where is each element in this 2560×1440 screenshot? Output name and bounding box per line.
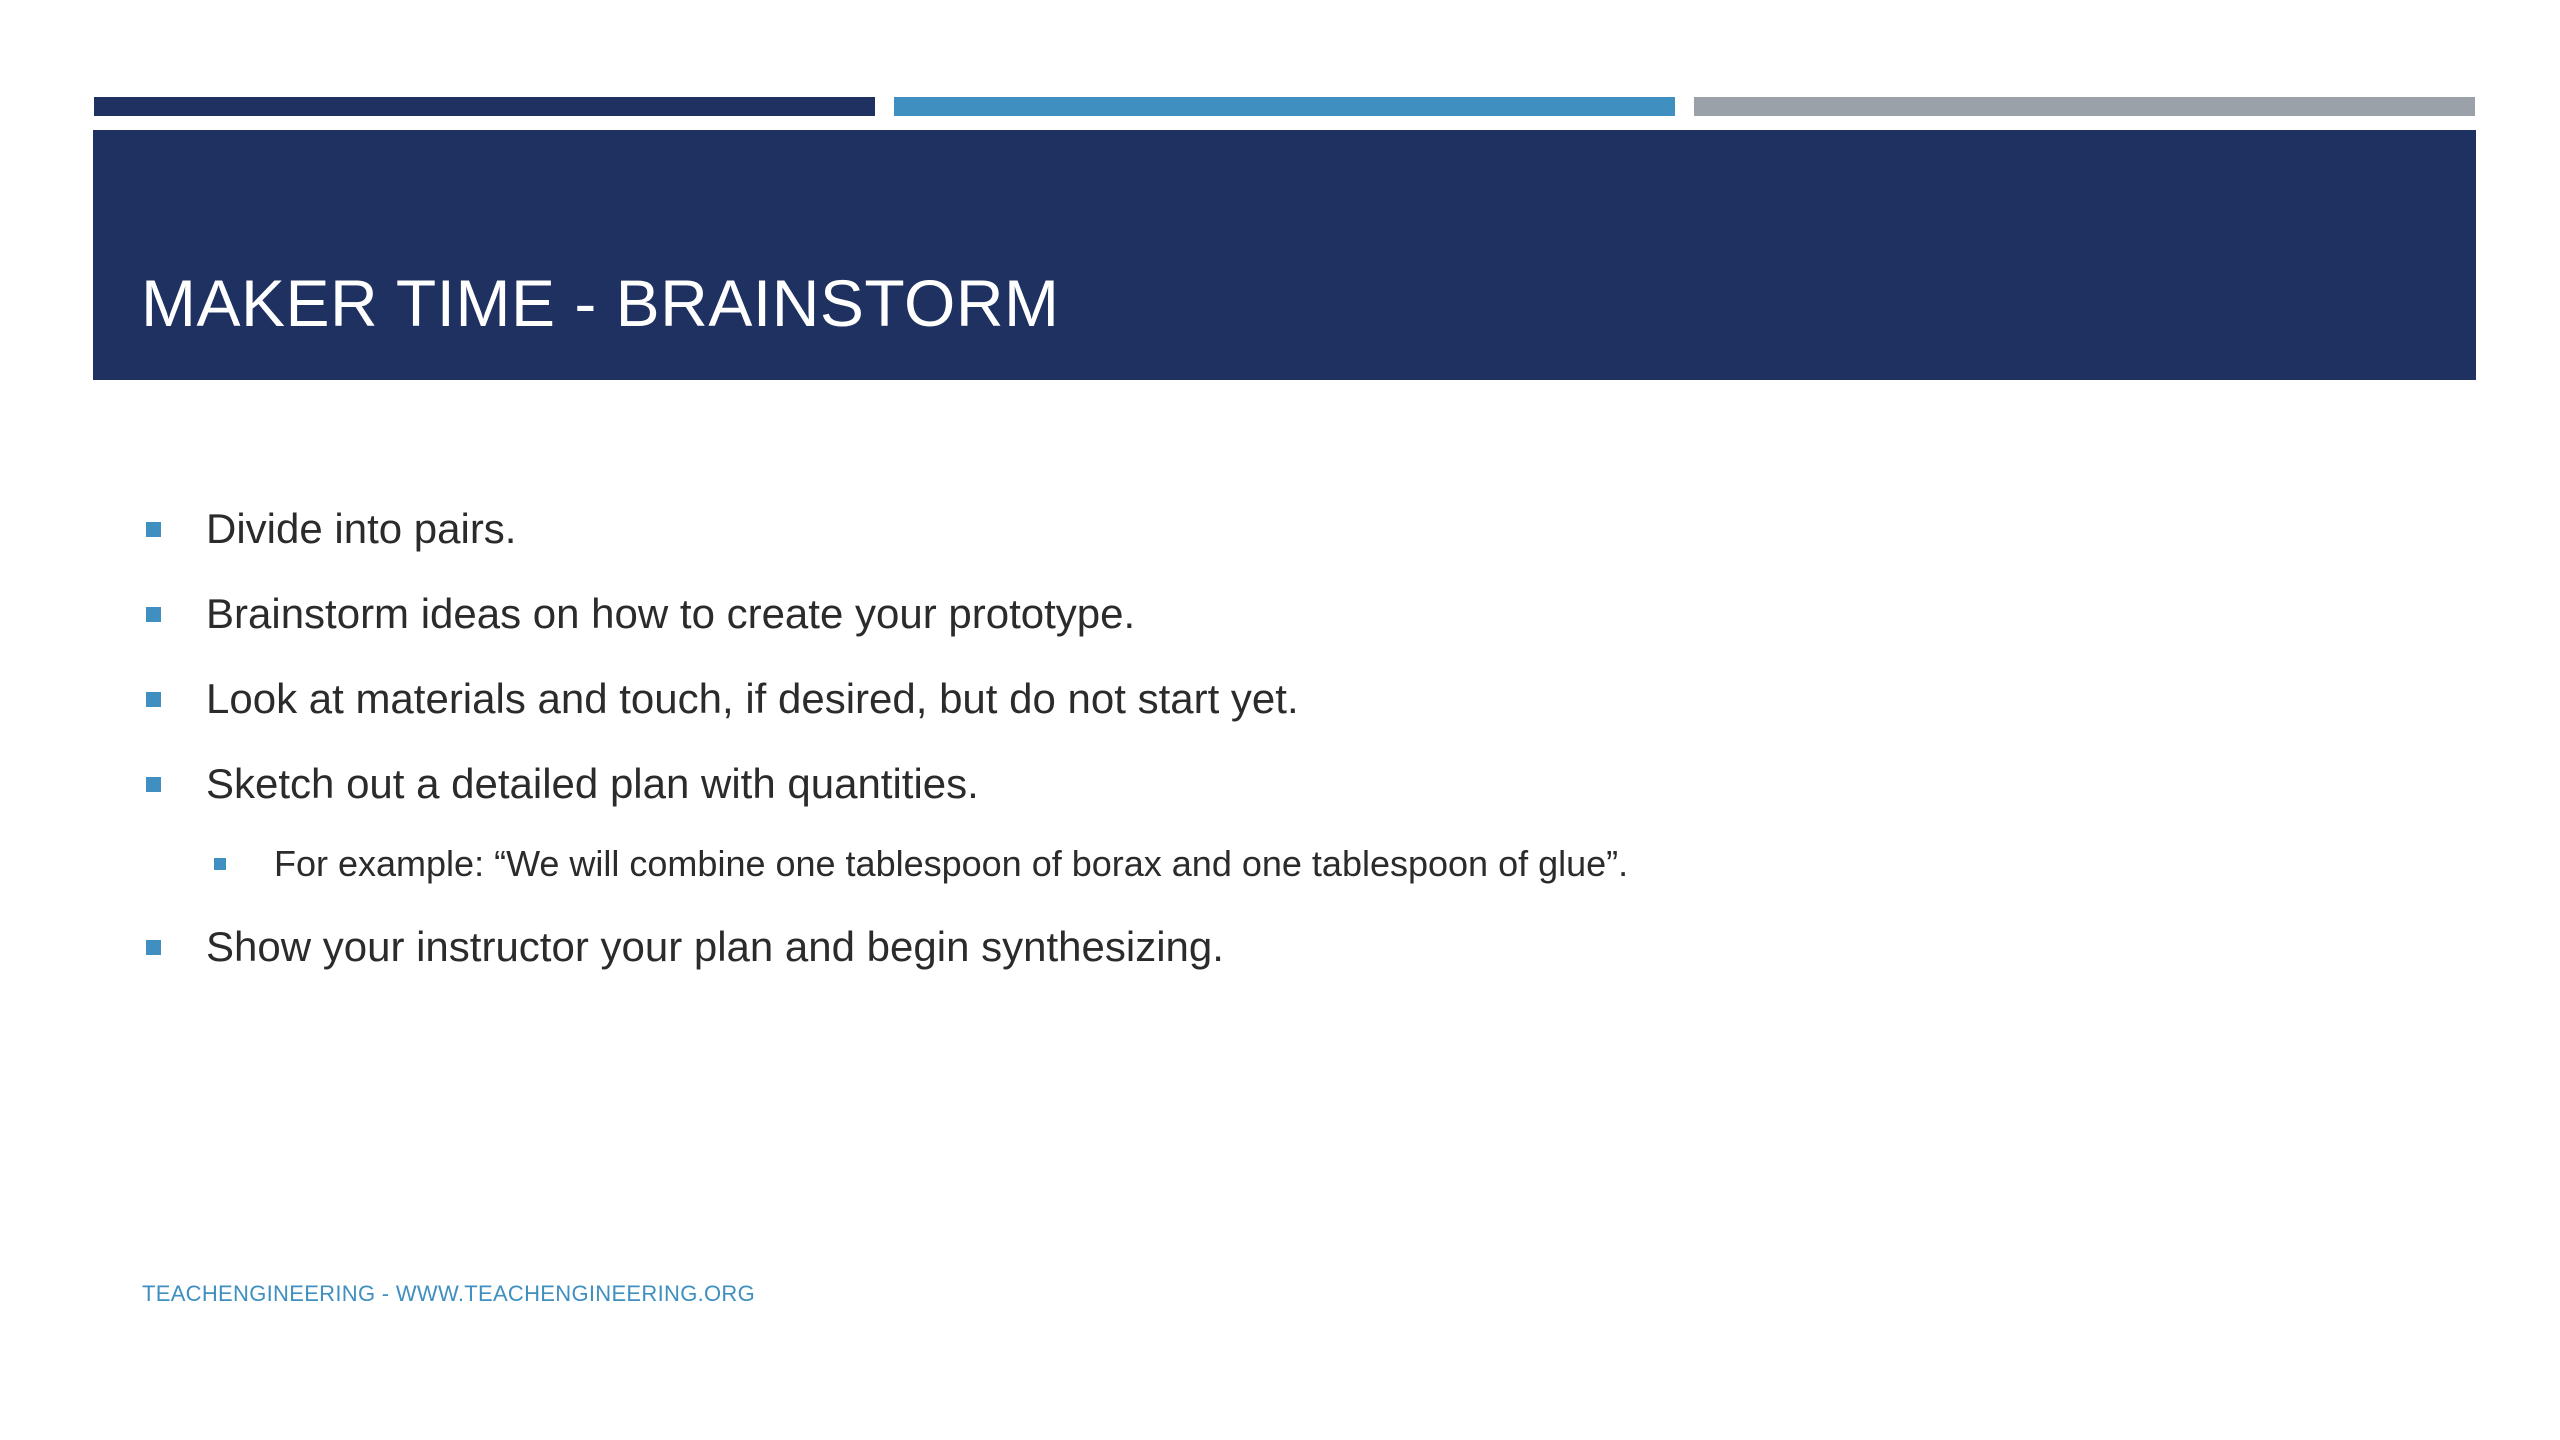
square-bullet-icon bbox=[146, 607, 161, 622]
bullet-text: Brainstorm ideas on how to create your prototype. bbox=[206, 590, 1136, 637]
accent-bar-gray bbox=[1694, 97, 2475, 116]
accent-bar-blue bbox=[894, 97, 1675, 116]
square-bullet-icon bbox=[146, 692, 161, 707]
bullet-text: Divide into pairs. bbox=[206, 505, 517, 552]
square-bullet-icon bbox=[146, 940, 161, 955]
accent-bar-navy bbox=[94, 97, 875, 116]
square-bullet-icon bbox=[146, 777, 161, 792]
bullet-text: Look at materials and touch, if desired, but do not start yet. bbox=[206, 675, 1299, 722]
slide-title: MAKER TIME - BRAINSTORM bbox=[141, 266, 1060, 340]
square-bullet-icon bbox=[146, 522, 161, 537]
bullet-text: Show your instructor your plan and begin synthesizing. bbox=[206, 923, 1224, 970]
square-bullet-icon bbox=[214, 858, 226, 870]
sub-bullet-text: For example: “We will combine one tablespoon of borax and one tablespoon of glue”. bbox=[274, 843, 1629, 884]
slide-footer: TEACHENGINEERING - WWW.TEACHENGINEERING.ORG bbox=[142, 1281, 756, 1306]
title-band bbox=[93, 130, 2476, 380]
bullet-text: Sketch out a detailed plan with quantities. bbox=[206, 760, 979, 807]
